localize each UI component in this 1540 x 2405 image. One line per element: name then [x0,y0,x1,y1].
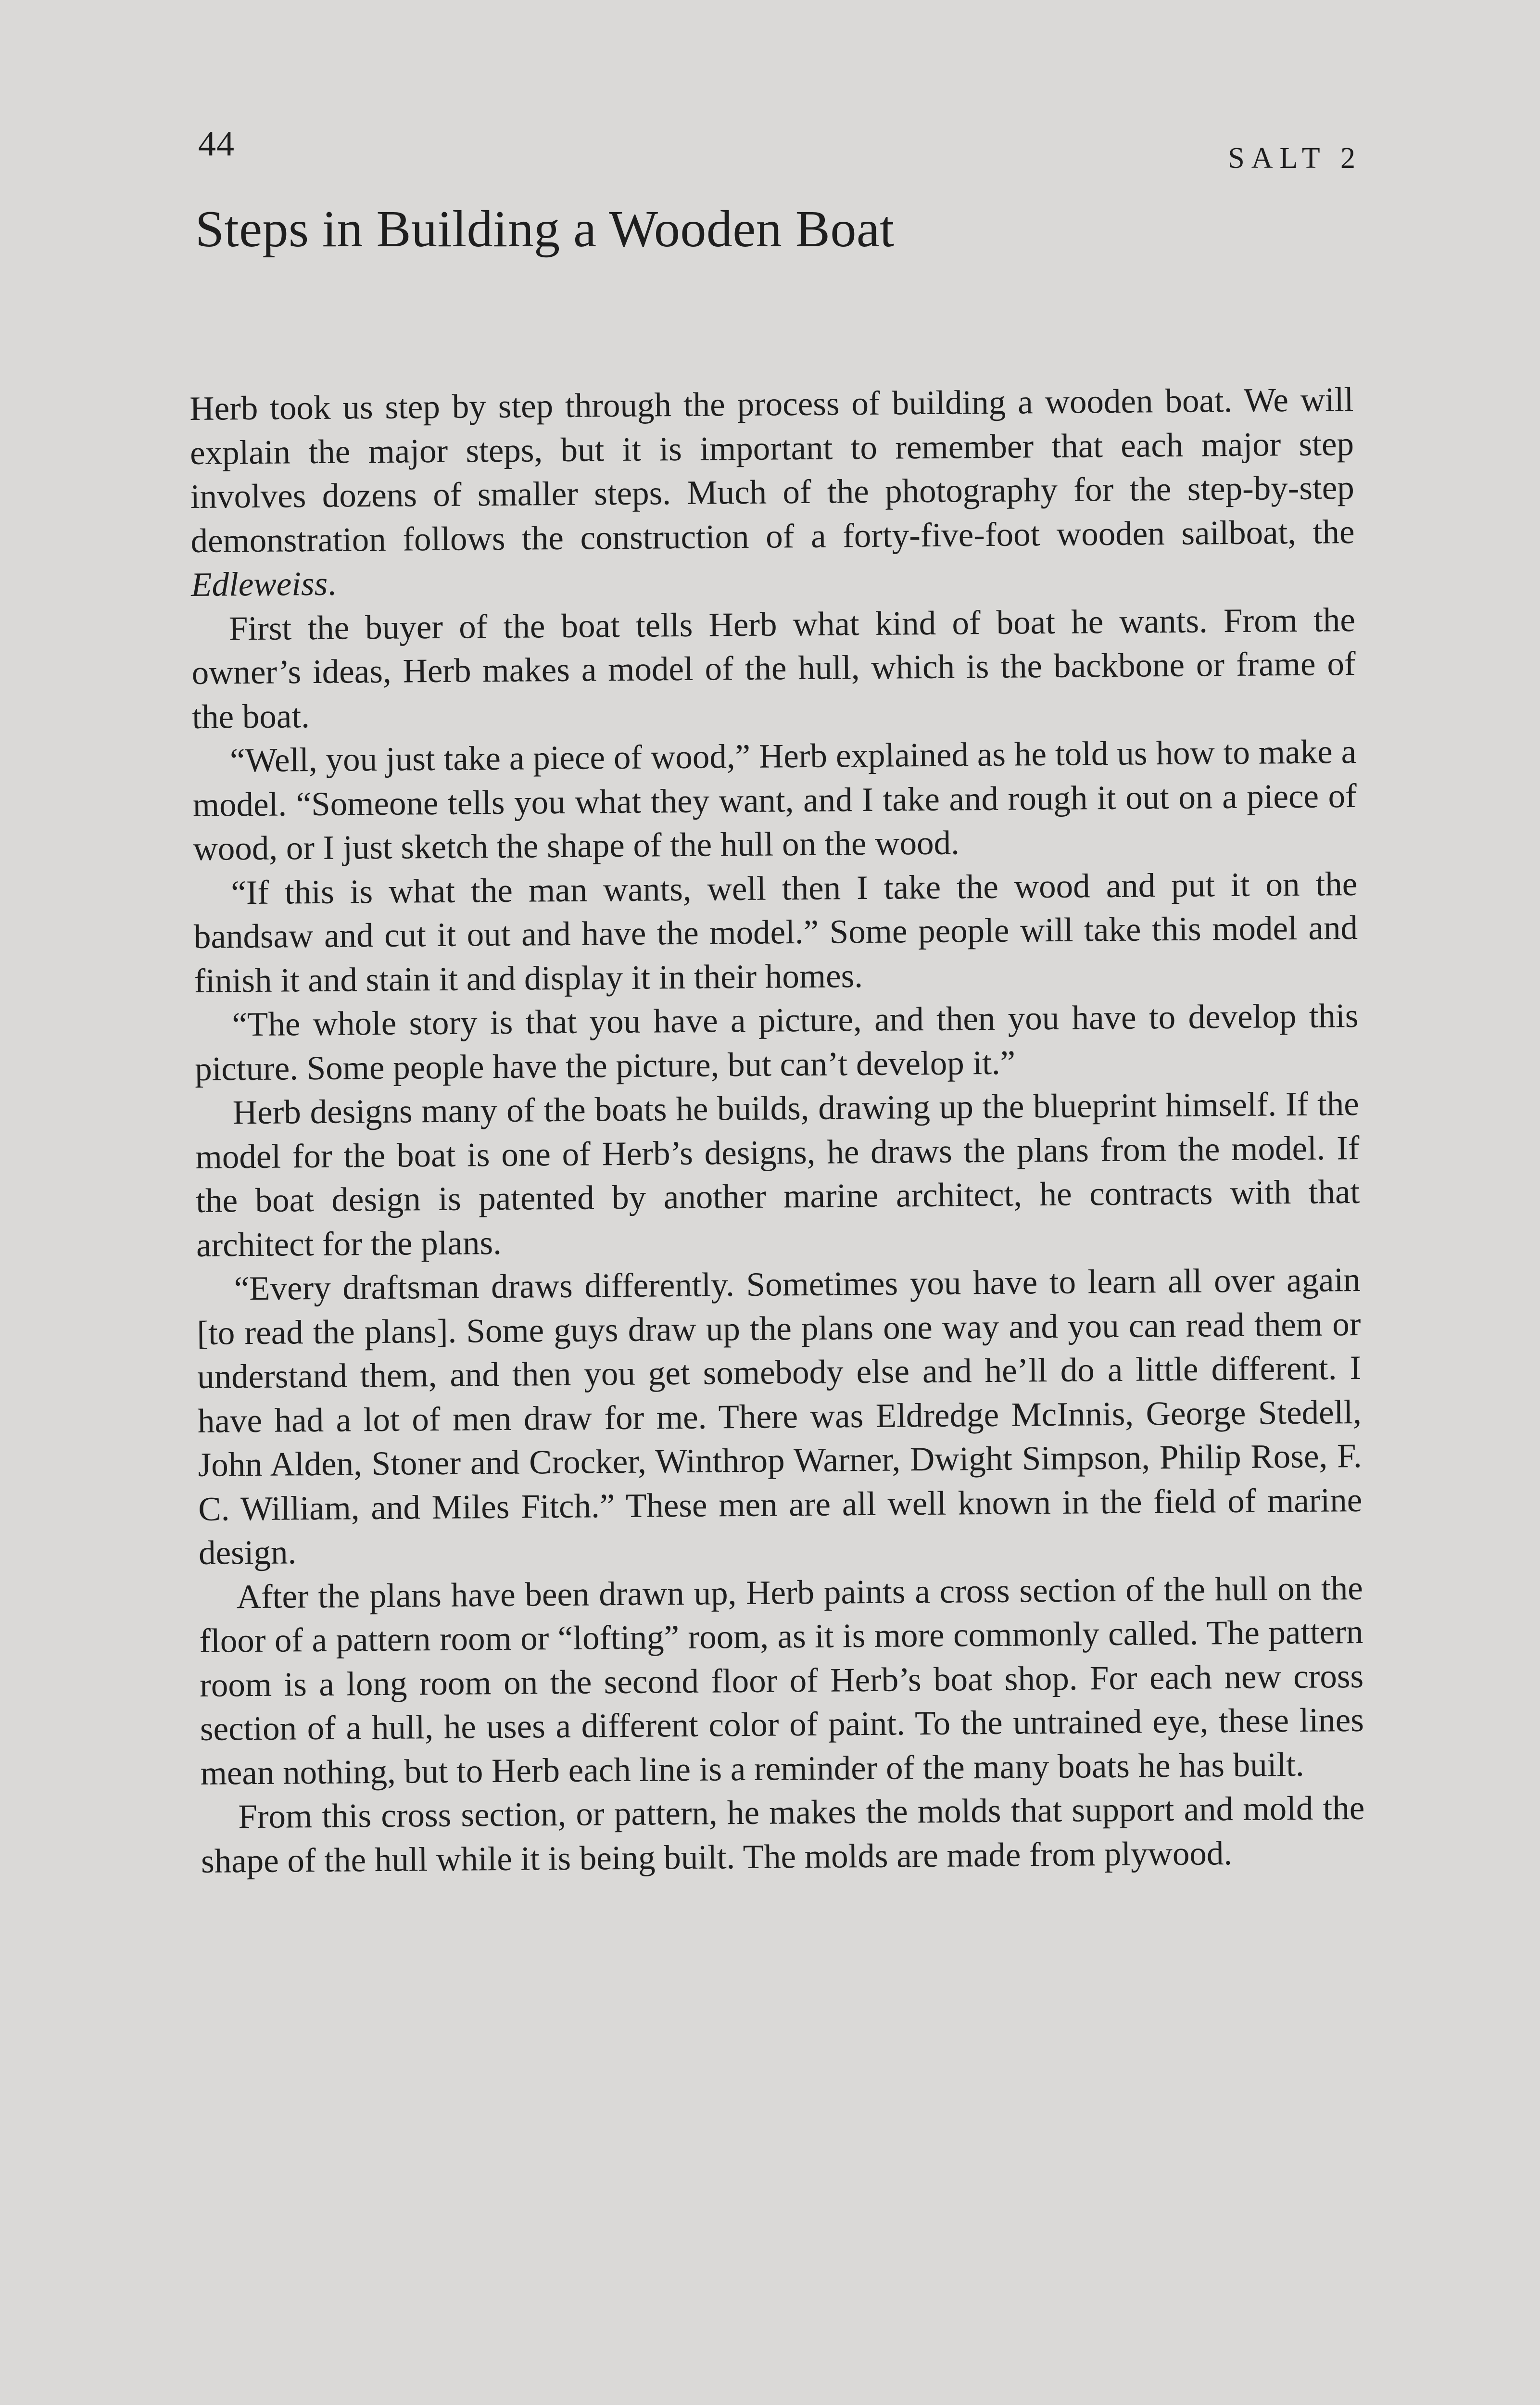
paragraph-1-text: Herb took us step by step through the process of building a wooden boat. We will explain the major steps, but it is important to remember that each major step involves dozens of smaller steps. Much of the photography for the step-by-step demonstration follows the construction of a forty-five-foot wooden sailboat, the [189,380,1355,560]
paragraph-8: After the plans have been drawn up, Herb paints a cross section of the hull on the floor of a pattern room or “lofting” room, as it is more commonly called. The pattern room is a long room on the second floor of Herb’s boat shop. For each new cross section of a hull, he uses a different color of paint. To the untrained eye, these lines mean nothing, but to Herb each line is a reminder of the many boats he has built. [199,1569,1364,1792]
boat-name: Edleweiss [190,565,328,604]
article-body [189,378,1365,1884]
paragraph-3: “Well, you just take a piece of wood,” Herb explained as he told us how to make a model. “Someone tells you what they want, and I take and rough it out on a piece of wood, or I just sketch the shape of the hull on the wood. [192,733,1357,868]
paragraph-1-end: . [327,565,337,603]
chapter-title: Steps in Building a Wooden Boat [195,201,895,258]
paragraph-6: Herb designs many of the boats he builds, drawing up the blueprint himself. If the model for the boat is one of Herb’s designs, he draws the plans from the model. If the boat design is patented by another marine architect, he contracts with that architect for the plans. [195,1085,1360,1264]
paragraph-7: “Every draftsman draws differently. Sometimes you have to learn all over again [to read the plans]. Some guys draw up the plans one way and you can read them or understand them, and then you get somebody else and he’ll do a little different. I have had a lot of men draw for me. There was Eldredge McInnis, George Stedell, John Alden, Stoner and Crocker, Winthrop Warner, Dwight Simpson, Philip Rose, F. C. William, and Miles Fitch.” These men are all well known in the field of marine design. [197,1261,1363,1572]
paragraph-4: “If this is what the man wants, well then I take the wood and put it on the bandsaw and cut it out and have the model.” Some people will take this model and finish it and stain it and display it in their homes. [193,865,1358,1000]
paragraph-5: “The whole story is that you have a picture, and then you have to develop this picture. Some people have the picture, but can’t develop it.” [194,997,1359,1088]
running-head: SALT 2 [1228,142,1362,175]
paragraph-2: First the buyer of the boat tells Herb what kind of boat he wants. From the owner’s ideas, Herb makes a model of the hull, which is the backbone or frame of the boat. [191,601,1356,736]
paragraph-9: From this cross section, or pattern, he makes the molds that support and mold the shape of the hull while it is being built. The molds are made from plywood. [201,1789,1365,1880]
page-number: 44 [198,124,235,164]
paragraph-1 [189,378,1355,607]
